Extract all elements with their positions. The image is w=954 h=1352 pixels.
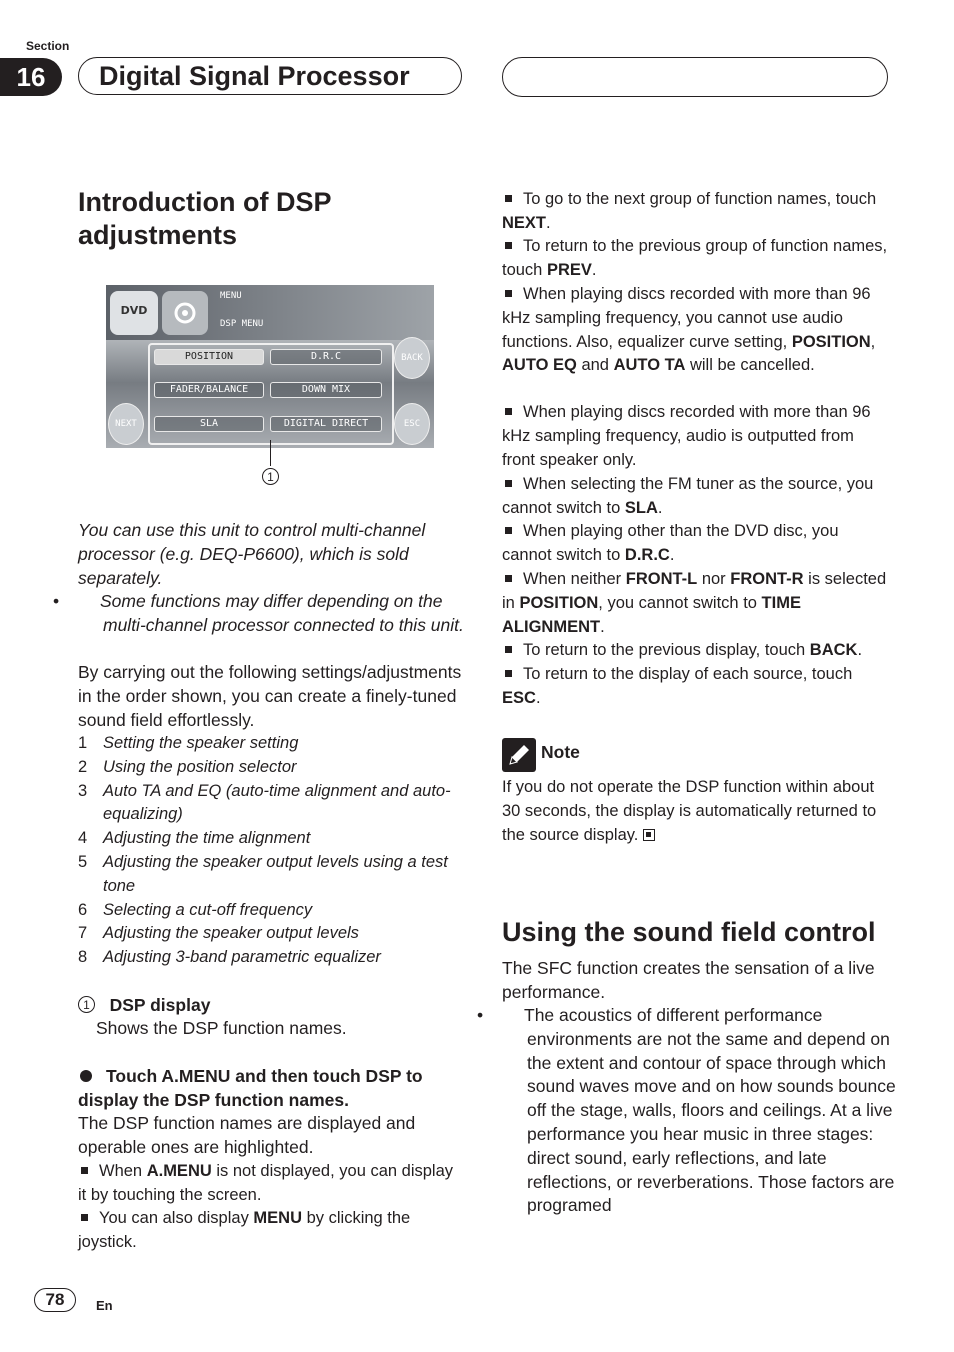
action-description: The DSP function names are displayed and operable ones are highlighted. <box>78 1113 416 1157</box>
section-number-badge: 16 <box>0 58 62 96</box>
list-item: 5 Adjusting the speaker output levels using a test tone <box>78 852 448 895</box>
callout-line <box>270 440 271 466</box>
order-paragraph: By carrying out the following settings/adjustments in the order shown, you can create a finely-tuned sound field effortlessly. <box>78 662 462 730</box>
action-heading: Touch A.MENU and then touch DSP to display the DSP function names. <box>78 1066 423 1110</box>
dvd-logo-icon: DVD <box>110 291 158 335</box>
bullet-back: To return to the previous display, touch BACK. <box>502 639 890 663</box>
screen-button-position[interactable]: POSITION <box>154 349 264 365</box>
list-item: 1 Setting the speaker setting <box>78 734 299 752</box>
intro-bullet: • Some functions may differ depending on the multi-channel processor connected to this unit. <box>53 591 464 635</box>
bullet-next: To go to the next group of function names, touch NEXT. <box>502 190 877 232</box>
note-amenu: When A.MENU is not displayed, you can display it by touching the screen. <box>78 1162 454 1204</box>
bullet-esc: To return to the display of each source, touch ESC. <box>502 665 853 707</box>
note-text: If you do not operate the DSP function within about 30 seconds, the display is automatically returned to the source display. <box>502 778 877 844</box>
bullet-sla: When selecting the FM tuner as the source, you cannot switch to SLA. <box>502 475 874 517</box>
chapter-title: Digital Signal Processor <box>78 57 462 95</box>
screen-button-down-mix[interactable]: DOWN MIX <box>270 382 382 398</box>
callout-number: 1 <box>262 468 279 488</box>
screen-dsp-menu-label: DSP MENU <box>220 319 264 329</box>
page-number: 78 <box>34 1288 76 1312</box>
screen-back-button[interactable]: BACK <box>394 337 430 379</box>
tools-icon <box>162 291 208 335</box>
bullet-time-alignment: When neither FRONT-L nor FRONT-R is selected in POSITION, you cannot switch to TIME ALIGNMENT. <box>502 570 887 636</box>
note-label: Note <box>541 742 580 762</box>
screen-button-sla[interactable]: SLA <box>154 416 264 432</box>
screen-menu-label: MENU <box>220 291 242 301</box>
end-mark-icon <box>643 829 655 841</box>
screen-next-button[interactable]: NEXT <box>108 403 144 445</box>
section-label: Section <box>26 39 70 53</box>
note-menu: You can also display MENU by clicking the joystick. <box>78 1209 411 1251</box>
header-blank-box <box>502 57 888 97</box>
legend-title: 1 DSP display <box>78 994 464 1018</box>
bullet-prev: To return to the previous group of function names, touch PREV. <box>502 237 888 279</box>
list-item: 3 Auto TA and EQ (auto-time alignment and auto-equalizing) <box>78 781 451 824</box>
note-pencil-icon <box>502 738 536 772</box>
dsp-screen-illustration <box>106 285 434 448</box>
bullet-dot-icon <box>80 1070 92 1082</box>
bullet-96khz-b: When playing discs recorded with more than 96 kHz sampling frequency, audio is outputted from front speaker only. <box>502 403 871 469</box>
section-heading-sfc: Using the sound field control <box>502 917 876 947</box>
language-label: En <box>96 1298 113 1313</box>
sfc-intro: The SFC function creates the sensation of a live performance. <box>502 958 875 1002</box>
bullet-96khz-a: When playing discs recorded with more than 96 kHz sampling frequency, you cannot use audio functions. Also, equalizer curve setting, POSITION, AUTO EQ and AUTO TA will be cancelled. <box>502 285 876 375</box>
section-heading-intro: Introduction of DSP adjustments <box>78 187 331 250</box>
sfc-bullet: • The acoustics of different performance environments are not the same and depend on the extent and contour of space through which sound waves move and on how sounds bounce off the stage, walls, floors and ceilings. At a live performance you hear music in three stages: direct sound, early reflections, and late reflections, or reverberations. Those factors are programed <box>477 1005 896 1216</box>
list-item: 6 Selecting a cut-off frequency <box>78 900 313 919</box>
bullet-drc: When playing other than the DVD disc, you cannot switch to D.R.C. <box>502 522 839 564</box>
list-item: 7 Adjusting the speaker output levels <box>78 924 359 943</box>
screen-button-digital-direct[interactable]: DIGITAL DIRECT <box>270 416 382 432</box>
list-item: 8 Adjusting 3-band parametric equalizer <box>78 948 381 967</box>
list-item: 2 Using the position selector <box>78 757 297 776</box>
screen-button-drc[interactable]: D.R.C <box>270 349 382 365</box>
screen-button-fader-balance[interactable]: FADER/BALANCE <box>154 382 264 398</box>
steps-list <box>78 732 468 970</box>
list-item: 4 Adjusting the time alignment <box>78 829 311 848</box>
screen-esc-button[interactable]: ESC <box>394 403 430 445</box>
intro-paragraph: You can use this unit to control multi-channel processor (e.g. DEQ-P6600), which is sold separately. <box>78 520 426 588</box>
legend-description: Shows the DSP function names. <box>96 1018 347 1038</box>
